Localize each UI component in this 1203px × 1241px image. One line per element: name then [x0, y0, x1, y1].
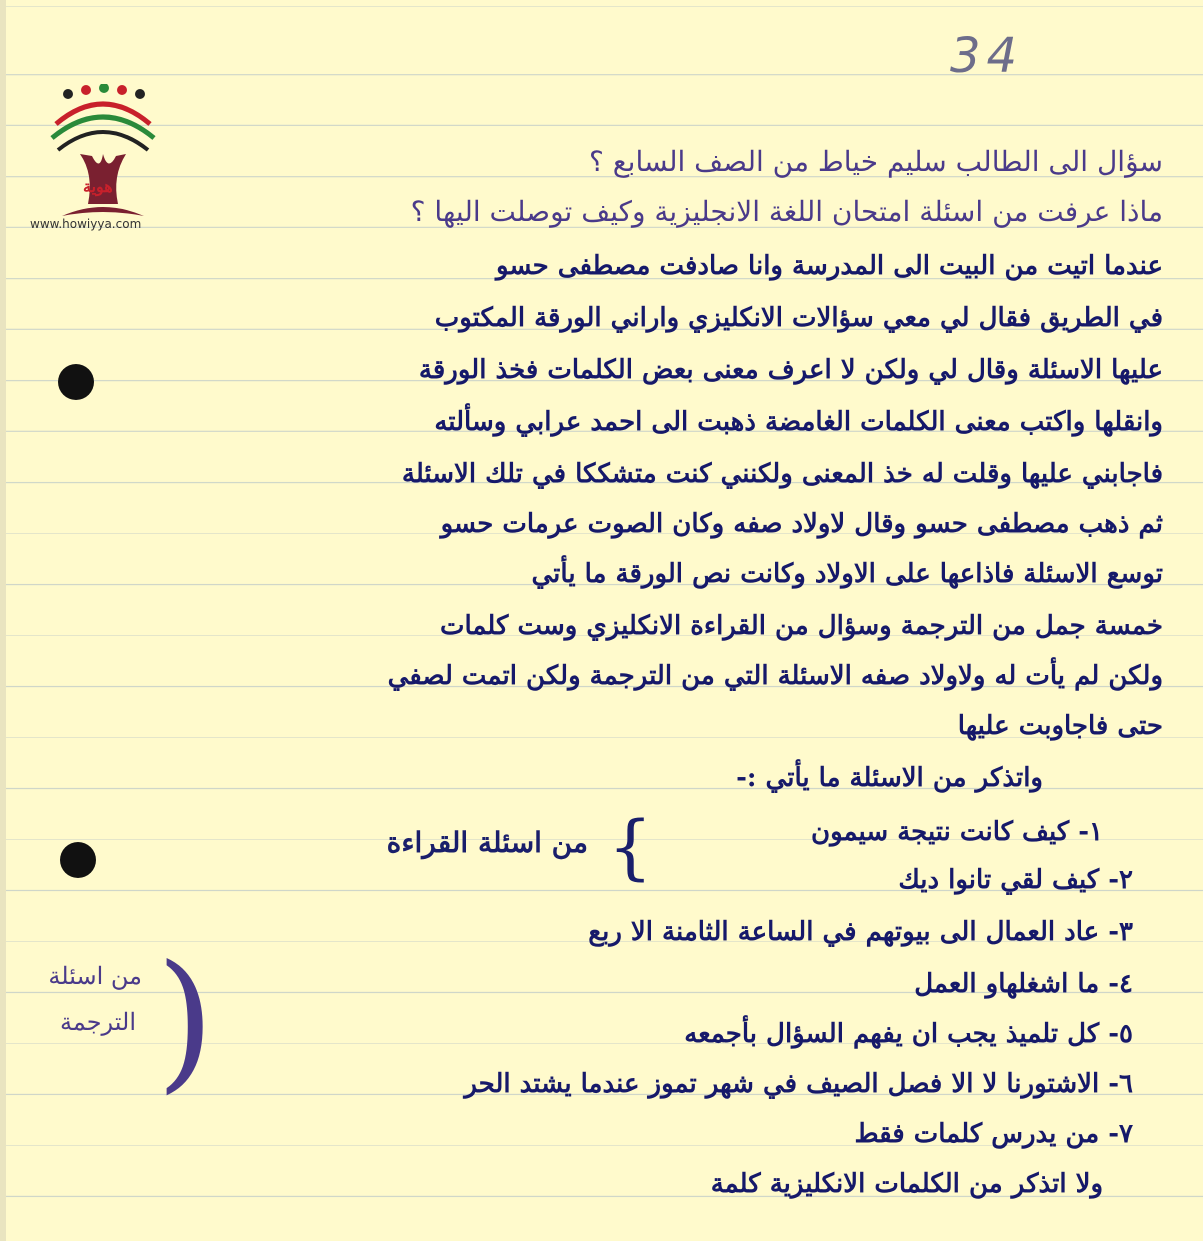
question-line-2: ماذا عرفت من اسئلة امتحان اللغة الانجليزية وكيف توصلت اليها ؟: [410, 195, 1163, 228]
answer-line: وانقلها واكتب معنى الكلمات الغامضة ذهبت الى احمد عرابي وسألته: [434, 407, 1163, 437]
list-item: ٥- كل تلميذ يجب ان يفهم السؤال بأجمعه: [684, 1019, 1133, 1049]
reading-questions-label: من اسئلة القراءة: [386, 826, 588, 859]
page-edge: [0, 0, 6, 1241]
translation-questions-note: [18, 934, 215, 1108]
side-note-line-1: من اسئلة: [48, 962, 142, 990]
logo-url: www.howiyya.com: [30, 217, 142, 231]
answer-line: فاجابني عليها وقلت له خذ المعنى ولكنني كنت متشككا في تلك الاسئلة: [401, 459, 1163, 489]
svg-text:هوية: هوية: [83, 177, 113, 196]
brace-icon: (: [156, 934, 215, 1108]
answer-line: ثم ذهب مصطفى حسو وقال لاولاد صفه وكان الصوت عرمات حسو: [440, 509, 1163, 539]
logo-figures: [52, 84, 154, 150]
page-number: 34: [950, 28, 1024, 84]
brace-icon: }: [608, 806, 653, 888]
answer-line: توسع الاسئلة فاذاعها على الاولاد وكانت نص الورقة ما يأتي: [531, 559, 1163, 589]
answer-line: واتذكر من الاسئلة ما يأتي :-: [736, 763, 1043, 793]
howiyya-logo: [28, 84, 178, 234]
list-item: ولا اتذكر من الكلمات الانكليزية كلمة: [710, 1169, 1103, 1199]
side-note-line-2: الترجمة: [59, 1008, 136, 1036]
list-item: ٤- ما اشغلهاو العمل: [914, 969, 1133, 999]
reading-questions-note: [228, 806, 653, 892]
list-item: ٣- عاد العمال الى بيوتهم في الساعة الثامنة الا ربع: [588, 917, 1133, 947]
answer-line: حتى فاجاوبت عليها: [957, 711, 1163, 741]
answer-line: ولكن لم يأت له ولاولاد صفه الاسئلة التي من الترجمة ولكن اتمت لصفي: [387, 661, 1163, 691]
answer-line: في الطريق فقال لي معي سؤالات الانكليزي واراني الورقة المكتوب: [434, 303, 1163, 333]
list-item: ٦- الاشتورنا لا الا فصل الصيف في شهر تموز عندما يشتد الحر: [464, 1069, 1133, 1099]
punch-hole-bottom: [60, 842, 96, 878]
punch-hole-top: [58, 364, 94, 400]
answer-line: عليها الاسئلة وقال لي ولكن لا اعرف معنى بعض الكلمات فخذ الورقة: [418, 355, 1163, 385]
answer-line: عندما اتيت من البيت الى المدرسة وانا صادفت مصطفى حسو: [496, 251, 1163, 281]
question-line-1: سؤال الى الطالب سليم خياط من الصف السابع ؟: [589, 145, 1163, 178]
list-item: ١- كيف كانت نتيجة سيمون: [810, 817, 1103, 847]
answer-line: خمسة جمل من الترجمة وسؤال من القراءة الانكليزي وست كلمات: [440, 611, 1163, 641]
list-item: ٢- كيف لقي تانوا ديك: [898, 865, 1133, 895]
list-item: ٧- من يدرس كلمات فقط: [854, 1119, 1133, 1149]
